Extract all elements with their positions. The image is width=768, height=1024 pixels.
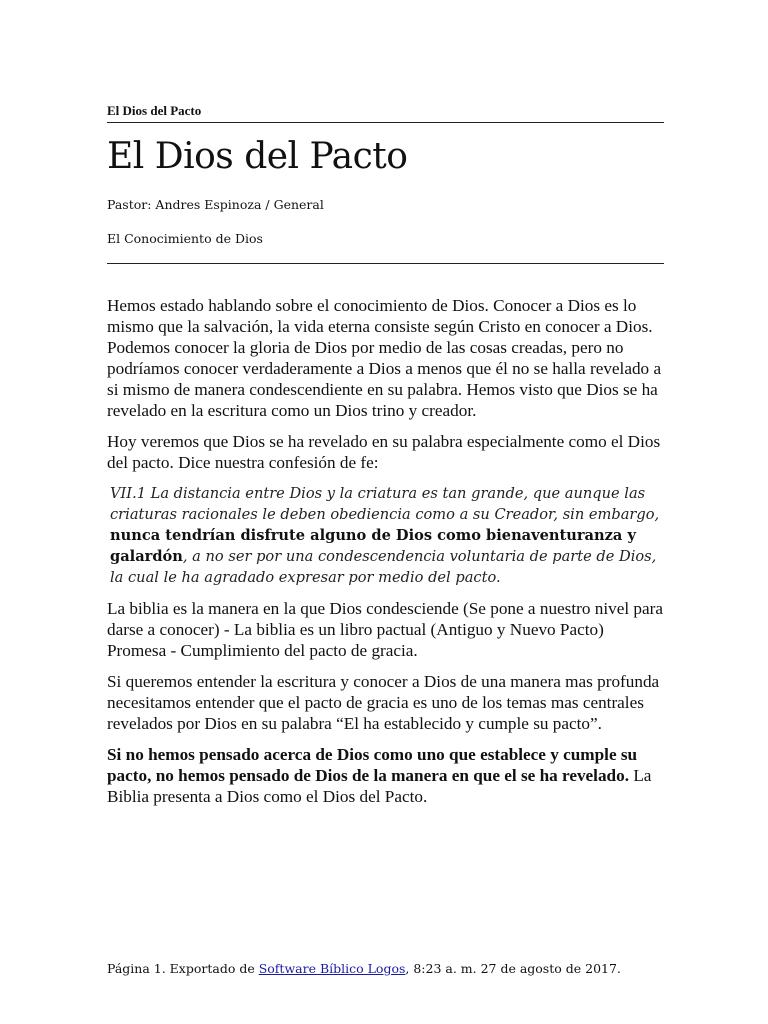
paragraph-4: Si queremos entender la escritura y conocer a Dios de una manera mas profunda necesitamos entender que el pacto de gracia es uno de los temas mas centrales revelados por Dios en su palabra “El ha establecido y cumple su pacto”.	[107, 672, 660, 733]
author-line: Pastor: Andres Espinoza / General	[107, 197, 324, 212]
footer-suffix: , 8:23 a. m. 27 de agosto de 2017.	[405, 961, 621, 976]
paragraph-3: La biblia es la manera en la que Dios condesciende (Se pone a nuestro nivel para darse a conocer) - La biblia es un libro pactual (Antiguo y Nuevo Pacto) Promesa - Cumplimiento del pacto de gracia.	[107, 599, 663, 660]
paragraph-1: Hemos estado hablando sobre el conocimiento de Dios. Conocer a Dios es lo mismo que la salvación, la vida eterna consiste según Cristo en conocer a Dios. Podemos conocer la gloria de Dios por medio de las cosas creadas, pero no podríamos conocer verdaderamente a Dios a menos que él no se halla revelado a si mismo de manera condescendiente en su palabra. Hemos visto que Dios se ha revelado en la escritura como un Dios trino y creador.	[107, 296, 662, 420]
running-header: El Dios del Pacto	[107, 103, 664, 123]
quote-text-a: VII.1 La distancia entre Dios y la criatura es tan grande, que aunque las criaturas racionales le deben obediencia como a su Creador, sin embargo,	[110, 485, 660, 523]
header-divider	[107, 263, 664, 264]
paragraph-2: Hoy veremos que Dios se ha revelado en su palabra especialmente como el Dios del pacto. Dice nuestra confesión de fe:	[107, 432, 661, 472]
document-body	[107, 295, 664, 817]
logos-link[interactable]: Software Bíblico Logos	[258, 961, 406, 976]
page-footer	[107, 961, 667, 976]
confession-quote	[107, 483, 664, 588]
quote-text-c: , a no ser por una condescendencia voluntaria de parte de Dios, la cual le ha agradado expresar por medio del pacto.	[110, 548, 657, 586]
paragraph-5-bold: Si no hemos pensado acerca de Dios como uno que establece y cumple su pacto, no hemos pensado de Dios de la manera en que el se ha revelado.	[107, 745, 638, 785]
quote-emphasis: nunca tendrían disfrute alguno de Dios como bienaventuranza y galardón	[110, 527, 636, 565]
footer-prefix: Página 1. Exportado de	[107, 961, 259, 976]
page-title: El Dios del Pacto	[107, 136, 408, 177]
subject-line: El Conocimiento de Dios	[107, 231, 263, 246]
paragraph-5-rest: La Biblia presenta a Dios como el Dios del Pacto.	[107, 766, 652, 806]
paragraph-5	[107, 744, 664, 807]
